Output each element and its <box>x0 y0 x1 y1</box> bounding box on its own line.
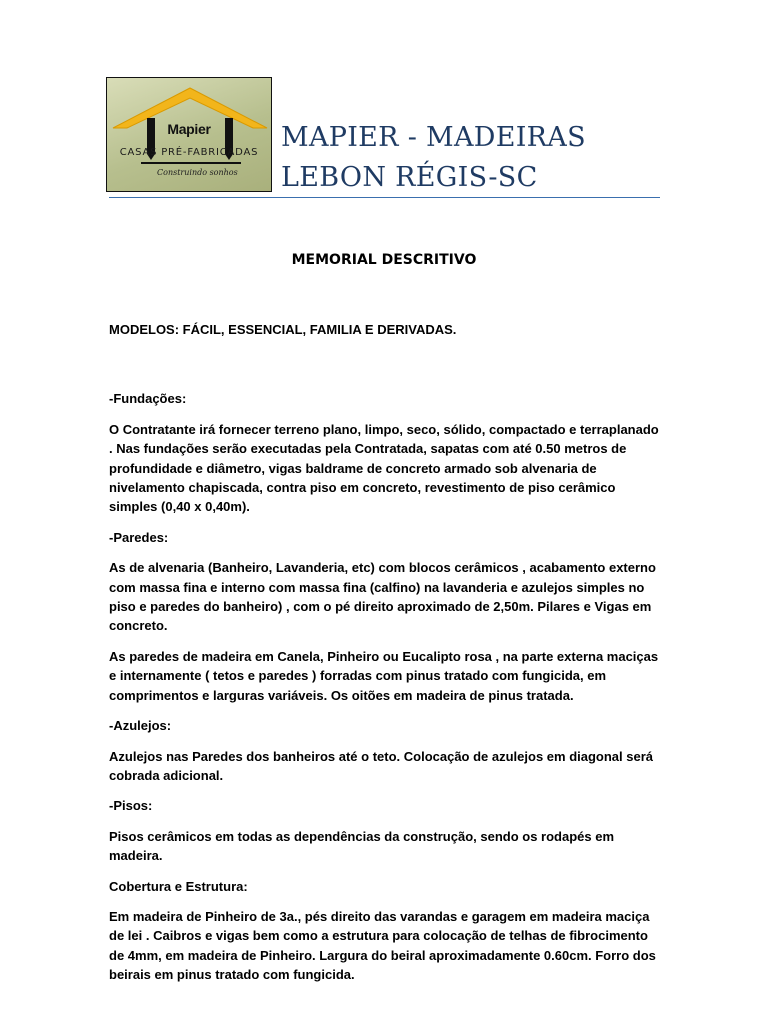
paragraph-fundacoes: O Contratante irá fornecer terreno plano, limpo, seco, sólido, compactado e terraplanado . Nas fundações serão executadas pela Contratada, sapatas com até 0.50 metros de profundidade e diâmetro, vigas baldrame de concreto armado sob alvenaria de nivelamento chapiscada, contra piso em concreto, revestimento de piso cerâmico simples (0,40 x 0,40m). <box>109 421 659 515</box>
paragraph-cobertura: Em madeira de Pinheiro de 3a., pés direito das varandas e garagem em madeira maciça de lei . Caibros e vigas bem como a estrutura para colocação de telhas de fibrocimento de 4mm, em madeira de Pinheiro. Largura do beiral aproximadamente 0.60cm. Forro dos beirais em pinus tratado com fungicida. <box>109 908 656 983</box>
section-heading-fundacoes: -Fundações: <box>109 391 187 407</box>
header-divider <box>109 197 660 198</box>
models-line: MODELOS: FÁCIL, ESSENCIAL, FAMILIA E DERIVADAS. <box>109 322 457 337</box>
section-heading-azulejos: -Azulejos: <box>109 718 172 734</box>
company-location: LEBON RÉGIS-SC <box>281 162 538 193</box>
section-heading-cobertura: Cobertura e Estrutura: <box>109 878 248 894</box>
logo-subtitle-text: CASAS PRÉ-FABRICADAS <box>119 147 259 158</box>
company-logo <box>106 77 272 192</box>
paragraph-paredes-madeira: As paredes de madeira em Canela, Pinheiro ou Eucalipto rosa , na parte externa maciças e internamente ( tetos e paredes ) forradas com pinus tratado com fungicida, em comprimentos e larguras variáveis. Os oitões em madeira de pinus tratada. <box>109 648 659 703</box>
paragraph-azulejos: Azulejos nas Paredes dos banheiros até o teto. Colocação de azulejos em diagonal será cobrada adicional. <box>109 748 654 783</box>
logo-tagline-text: Construindo sonhos <box>157 168 238 177</box>
document-title: MEMORIAL DESCRITIVO <box>291 252 477 268</box>
section-heading-pisos: -Pisos: <box>109 798 153 814</box>
logo-brand-text: Mapier <box>167 121 211 137</box>
paragraph-paredes-alvenaria: As de alvenaria (Banheiro, Lavanderia, etc) com blocos cerâmicos , acabamento externo com massa fina e interno com massa fina (calfino) na lavanderia e azulejos simples no piso e paredes do banheiro) , com o pé direito aproximado de 2,50m. Pilares e Vigas em concreto. <box>109 560 656 634</box>
company-heading <box>281 118 586 198</box>
document-body <box>109 320 664 996</box>
paragraph-pisos: Pisos cerâmicos em todas as dependências da construção, sendo os rodapés em madeira. <box>109 828 615 864</box>
section-heading-paredes: -Paredes: <box>109 529 169 545</box>
company-name: MAPIER - MADEIRAS <box>281 122 586 153</box>
